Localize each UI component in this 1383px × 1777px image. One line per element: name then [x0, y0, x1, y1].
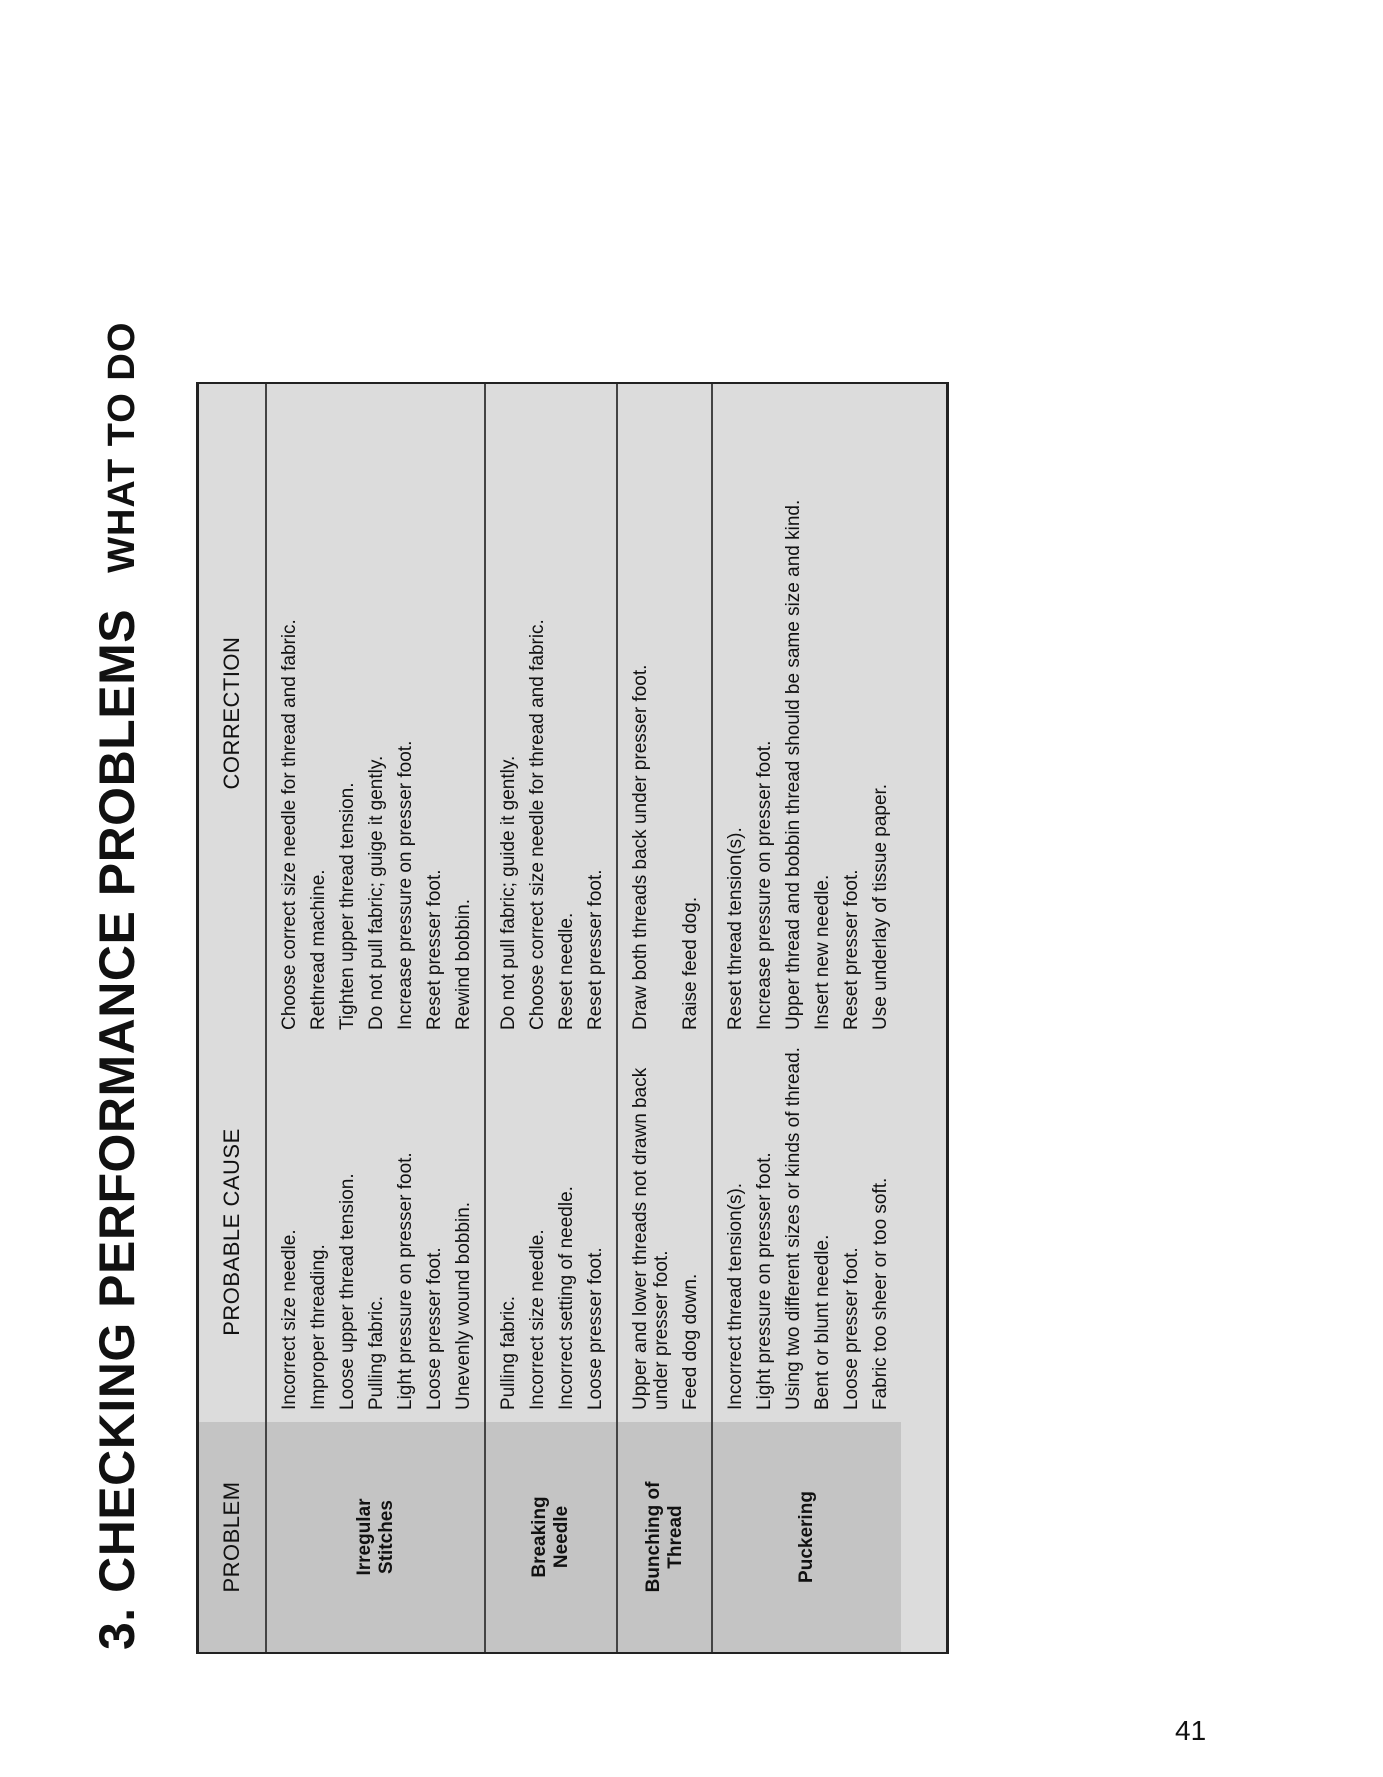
cause-cell: Unevenly wound bobbin. [453, 1201, 474, 1410]
correction-cell: Reset thread tension(s). [725, 827, 746, 1030]
correction-cell: Tighten upper thread tension. [337, 782, 358, 1030]
page-number: 41 [1175, 1715, 1207, 1746]
table-row [275, 384, 304, 1422]
problem-label: Puckering [713, 1422, 901, 1652]
table-row [581, 384, 610, 1422]
table-row [552, 384, 581, 1422]
cause-cell: Pulling fabric. [366, 1295, 387, 1410]
table-row [779, 384, 808, 1422]
cause-cell: Using two different sizes or kinds of thread. [783, 1047, 804, 1410]
page-subtitle: WHAT TO DO [101, 321, 143, 573]
cause-cell: Incorrect thread tension(s). [725, 1182, 746, 1410]
cause-cell: Incorrect setting of needle. [556, 1186, 577, 1410]
table-row [626, 384, 676, 1422]
correction-cell: Raise feed dog. [680, 896, 701, 1030]
troubleshooting-table [196, 382, 949, 1654]
cause-cell: Loose upper thread tension. [337, 1173, 358, 1410]
table-row [721, 384, 750, 1422]
header-correction: CORRECTION [219, 636, 244, 790]
correction-cell: Choose correct size needle for thread and fabric. [279, 619, 300, 1030]
table-row [523, 384, 552, 1422]
table-row [837, 384, 866, 1422]
cause-cell: Light pressure on presser foot. [395, 1152, 416, 1410]
header-problem: PROBLEM [199, 1422, 265, 1652]
cause-cell: Upper and lower threads not drawn back under presser foot. [630, 1067, 672, 1410]
table-row [391, 384, 420, 1422]
correction-cell: Insert new needle. [812, 874, 833, 1030]
table-row [750, 384, 779, 1422]
group-rows [486, 384, 616, 1422]
cause-cell: Pulling fabric. [498, 1295, 519, 1410]
problem-group [618, 384, 713, 1652]
correction-cell: Reset presser foot. [585, 869, 606, 1030]
problem-label: Irregular Stitches [267, 1422, 484, 1652]
correction-cell: Do not pull fabric; guide it gently. [498, 755, 519, 1030]
correction-cell: Draw both threads back under presser foot. [630, 664, 651, 1030]
group-rows [618, 384, 711, 1422]
table-row [420, 384, 449, 1422]
table-row [449, 384, 478, 1422]
cause-cell: Bent or blunt needle. [812, 1234, 833, 1410]
correction-cell: Choose correct size needle for thread and fabric. [527, 619, 548, 1030]
correction-cell: Reset presser foot. [841, 869, 862, 1030]
page-heading [88, 322, 146, 1650]
correction-cell: Upper thread and bobbin thread should be same size and kind. [783, 499, 804, 1030]
cause-cell: Fabric too sheer or too soft. [870, 1177, 891, 1410]
header-probable-cause: PROBABLE CAUSE [219, 1128, 244, 1336]
table-row [808, 384, 837, 1422]
page-title: 3. CHECKING PERFORMANCE PROBLEMS [89, 608, 145, 1650]
correction-cell: Rethread machine. [308, 869, 329, 1030]
problem-group [267, 384, 486, 1652]
correction-cell: Reset needle. [556, 912, 577, 1030]
cause-cell: Loose presser foot. [424, 1247, 445, 1410]
group-rows [713, 384, 901, 1422]
cause-cell: Incorrect size needle. [279, 1229, 300, 1410]
cause-cell: Loose presser foot. [585, 1247, 606, 1410]
cause-cell: Feed dog down. [680, 1273, 701, 1410]
problem-group [486, 384, 618, 1652]
problem-label: Breaking Needle [486, 1422, 616, 1652]
cause-cell: Light pressure on presser foot. [754, 1152, 775, 1410]
correction-cell: Do not pull fabric; guige it gently. [366, 755, 387, 1030]
problem-label: Bunching of Thread [618, 1422, 711, 1652]
table-row [866, 384, 895, 1422]
cause-cell: Incorrect size needle. [527, 1229, 548, 1410]
table-row [494, 384, 523, 1422]
correction-cell: Increase pressure on presser foot. [754, 740, 775, 1030]
table-header [199, 384, 267, 1652]
correction-cell: Reset presser foot. [424, 869, 445, 1030]
group-rows [267, 384, 484, 1422]
correction-cell: Increase pressure on presser foot. [395, 740, 416, 1030]
table-row [304, 384, 333, 1422]
cause-cell: Improper threading. [308, 1244, 329, 1410]
table-row [333, 384, 362, 1422]
problem-group [713, 384, 901, 1652]
table-row [676, 384, 705, 1422]
cause-cell: Loose presser foot. [841, 1247, 862, 1410]
table-row [362, 384, 391, 1422]
correction-cell: Rewind bobbin. [453, 899, 474, 1030]
correction-cell: Use underlay of tissue paper. [870, 783, 891, 1030]
